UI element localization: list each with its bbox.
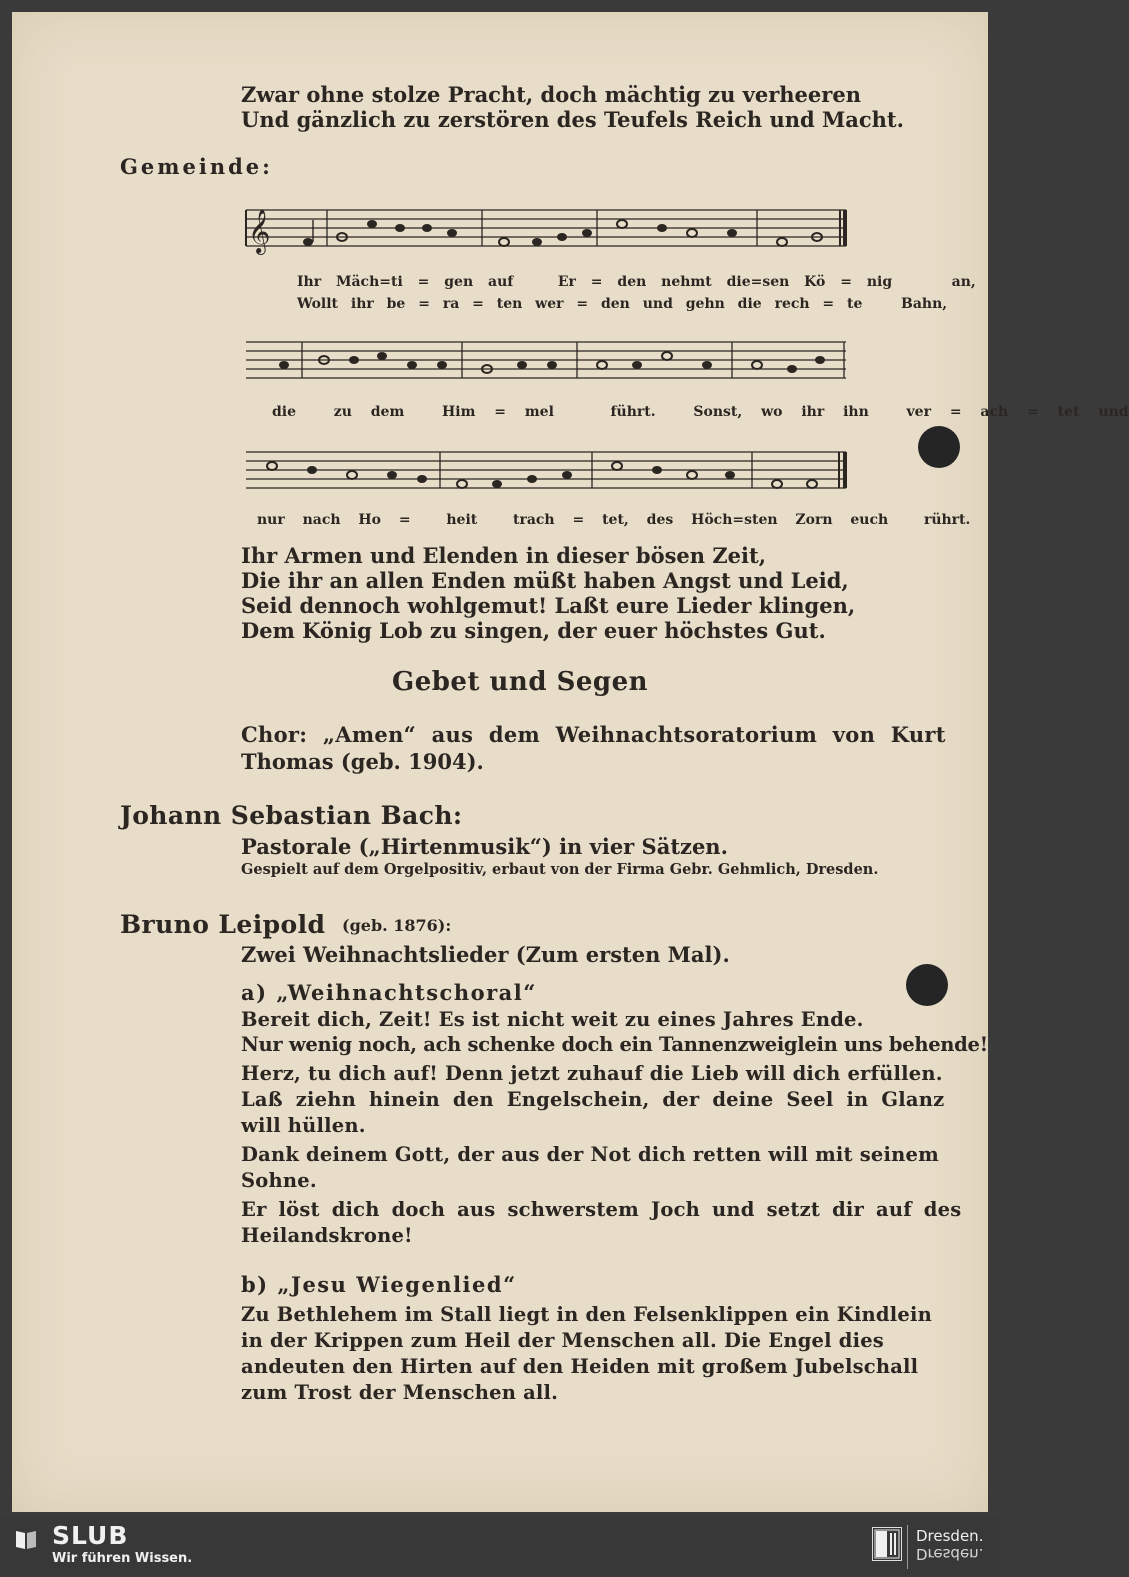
svg-text:𝄞: 𝄞 xyxy=(248,209,271,253)
chor-line: Chor: „Amen“ aus dem Weihnachtsoratorium von Kurt xyxy=(241,722,946,747)
lyrics-staff3: nur nach Ho = heit trach = tet, des Höch=sten Zorn euch rührt. xyxy=(257,512,971,528)
dresden-logo[interactable]: Dresden. xyxy=(916,1527,984,1545)
song-a-line: Er löst dich doch aus schwerstem Joch und setzt dir auf des xyxy=(241,1198,962,1221)
leipold-years: (geb. 1876): xyxy=(342,916,452,935)
bach-note: Gespielt auf dem Orgelpositiv, erbaut von der Firma Gebr. Gehmlich, Dresden. xyxy=(241,861,879,878)
song-b-line: andeuten den Hirten auf den Heiden mit großem Jubelschall xyxy=(241,1355,919,1378)
verse2-line: Die ihr an allen Enden müßt haben Angst und Leid, xyxy=(241,568,849,593)
gebet-heading: Gebet und Segen xyxy=(392,667,649,697)
song-a-line: Dank deinem Gott, der aus der Not dich retten will mit seinem xyxy=(241,1143,939,1166)
verse2-line: Seid dennoch wohlgemut! Laßt eure Lieder klingen, xyxy=(241,593,856,618)
document-page xyxy=(12,12,1129,1512)
verse2-line: Ihr Armen und Elenden in dieser bösen Zeit, xyxy=(241,543,767,568)
song-a-line: Bereit dich, Zeit! Es ist nicht weit zu eines Jahres Ende. xyxy=(241,1008,864,1031)
slub-book-icon[interactable] xyxy=(14,1527,38,1551)
song-a-line: Herz, tu dich auf! Denn jetzt zuhauf die Lieb will dich erfüllen. xyxy=(241,1062,943,1085)
song-b-line: Zu Bethlehem im Stall liegt in den Felsenklippen ein Kindlein xyxy=(241,1303,932,1326)
dresden-logo-reflection: Dresden. xyxy=(916,1545,984,1563)
song-a-line: Laß ziehn hinein den Engelschein, der deine Seel in Glanz xyxy=(241,1088,945,1111)
slub-brand[interactable]: SLUB xyxy=(52,1521,129,1550)
composer-leipold: Bruno Leipold xyxy=(120,910,326,939)
punch-hole xyxy=(906,964,948,1006)
song-a-line: Heilandskrone! xyxy=(241,1224,413,1247)
song-a-line: Nur wenig noch, ach schenke doch ein Tannenzweiglein uns behende! xyxy=(241,1033,988,1056)
song-a-title: a) „Weihnachtschoral“ xyxy=(241,980,537,1005)
verse2-line: Dem König Lob zu singen, der euer höchstes Gut. xyxy=(241,618,826,643)
composer-bach: Johann Sebastian Bach: xyxy=(120,801,463,830)
verse1-line: Und gänzlich zu zerstören des Teufels Reich und Macht. xyxy=(241,107,904,132)
slub-tagline: Wir führen Wissen. xyxy=(52,1551,193,1566)
dresden-crest-icon xyxy=(872,1527,902,1561)
bach-work: Pastorale („Hirtenmusik“) in vier Sätzen. xyxy=(241,834,728,859)
song-b-line: zum Trost der Menschen all. xyxy=(241,1381,559,1404)
lyrics-staff1-b: Wollt ihr be = ra = ten wer = den und gehn die rech = te Bahn, xyxy=(297,296,948,312)
lyrics-staff1-a: Ihr Mäch=ti = gen auf Er = den nehmt die=sen Kö = nig an, xyxy=(297,274,976,290)
music-staff-1 xyxy=(242,202,852,258)
footer-divider xyxy=(907,1525,908,1569)
verse1-line: Zwar ohne stolze Pracht, doch mächtig zu verheeren xyxy=(241,82,861,107)
lyrics-staff2: die zu dem Him = mel führt. Sonst, wo ihr ihn ver = ach = tet und xyxy=(272,404,1129,420)
punch-hole xyxy=(918,426,960,468)
footer-bar xyxy=(0,1517,1000,1577)
gemeinde-label: Gemeinde: xyxy=(120,154,273,179)
music-staff-3 xyxy=(242,444,852,500)
music-staff-2 xyxy=(242,334,852,390)
song-b-line: in der Krippen zum Heil der Menschen all. Die Engel dies xyxy=(241,1329,884,1352)
chor-line: Thomas (geb. 1904). xyxy=(241,749,484,774)
song-b-title: b) „Jesu Wiegenlied“ xyxy=(241,1272,517,1297)
song-a-line: Sohne. xyxy=(241,1169,317,1192)
song-a-line: will hüllen. xyxy=(241,1114,366,1137)
leipold-work: Zwei Weihnachtslieder (Zum ersten Mal). xyxy=(241,942,730,967)
